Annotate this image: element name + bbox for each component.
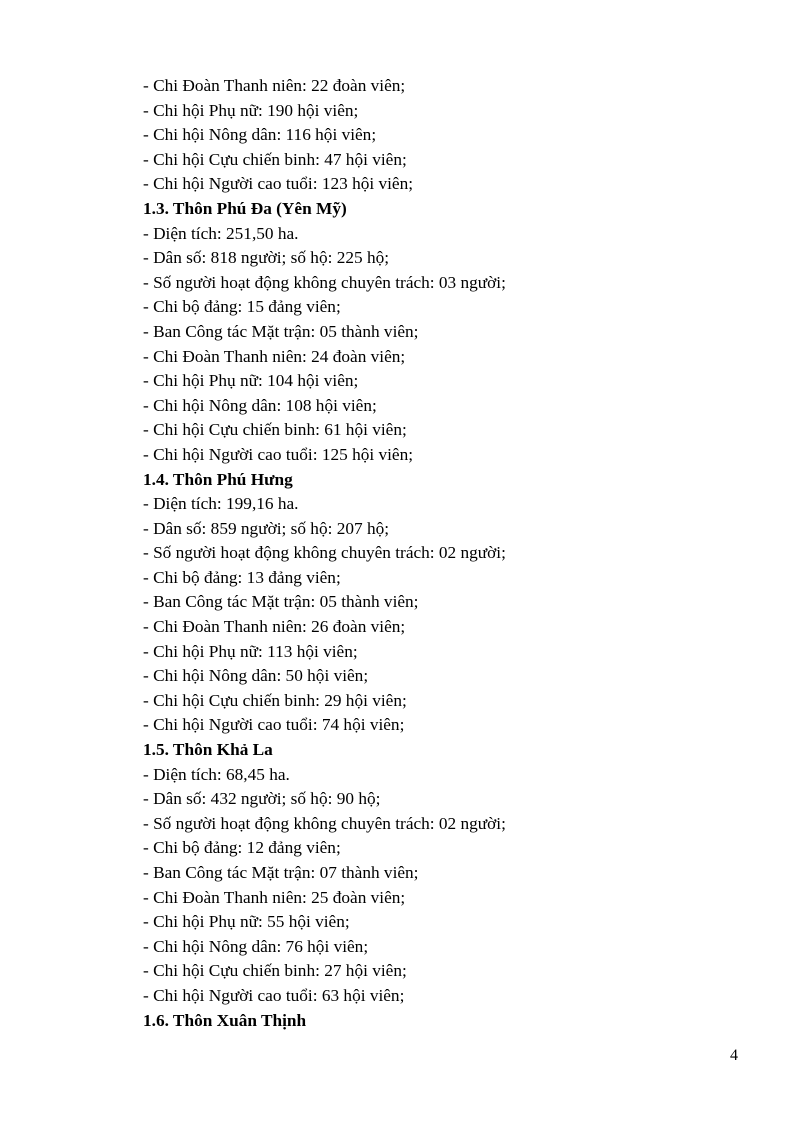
list-item: - Ban Công tác Mặt trận: 05 thành viên;: [143, 592, 419, 612]
list-item: - Chi Đoàn Thanh niên: 26 đoàn viên;: [143, 617, 406, 637]
list-item: - Chi Đoàn Thanh niên: 24 đoàn viên;: [143, 346, 406, 366]
list-item: - Chi hội Cựu chiến binh: 29 hội viên;: [143, 690, 407, 710]
section-heading: 1.5. Thôn Khả La: [143, 740, 273, 760]
list-item: - Ban Công tác Mặt trận: 07 thành viên;: [143, 863, 419, 882]
list-item: - Chi bộ đảng: 15 đảng viên;: [143, 297, 341, 317]
list-item: - Dân số: 859 người; số hộ: 207 hộ;: [143, 518, 390, 538]
section-phu-hung: [143, 468, 743, 739]
list-item: - Diện tích: 68,45 ha.: [143, 764, 290, 784]
list-item: - Chi Đoàn Thanh niên: 22 đoàn viên;: [143, 76, 406, 95]
list-item: - Chi hội Người cao tuổi: 125 hội viên;: [143, 444, 414, 464]
list-item: - Chi hội Cựu chiến binh: 47 hội viên;: [143, 149, 407, 169]
list-item: - Chi hội Cựu chiến binh: 61 hội viên;: [143, 420, 407, 440]
list-item: - Chi bộ đảng: 12 đảng viên;: [143, 838, 341, 858]
list-item: - Số người hoạt động không chuyên trách: 02 người;: [143, 543, 506, 563]
list-item: - Chi hội Người cao tuổi: 74 hội viên;: [143, 715, 405, 735]
page-number: 4: [730, 1047, 738, 1064]
list-item: - Số người hoạt động không chuyên trách: 02 người;: [143, 813, 506, 833]
list-item: - Chi hội Nông dân: 50 hội viên;: [143, 666, 369, 686]
section-phu-da: [143, 197, 743, 468]
section-xuan-thinh: [143, 1009, 743, 1034]
list-item: - Chi hội Người cao tuổi: 123 hội viên;: [143, 174, 414, 194]
list-item: - Chi hội Phụ nữ: 55 hội viên;: [143, 912, 350, 932]
list-item: - Chi Đoàn Thanh niên: 25 đoàn viên;: [143, 887, 406, 907]
list-item: - Chi hội Phụ nữ: 190 hội viên;: [143, 100, 359, 120]
section-kha-la: [143, 738, 743, 1009]
list-item: - Chi hội Nông dân: 108 hội viên;: [143, 395, 377, 415]
section-heading: 1.4. Thôn Phú Hưng: [143, 469, 293, 489]
list-item: - Diện tích: 251,50 ha.: [143, 223, 299, 243]
continued-list: [143, 74, 743, 197]
list-item: - Chi hội Phụ nữ: 104 hội viên;: [143, 371, 359, 391]
list-item: - Chi hội Cựu chiến binh: 27 hội viên;: [143, 961, 407, 981]
list-item: - Chi hội Nông dân: 116 hội viên;: [143, 125, 377, 145]
list-item: - Chi bộ đảng: 13 đảng viên;: [143, 567, 341, 587]
list-item: - Diện tích: 199,16 ha.: [143, 494, 299, 514]
section-heading: 1.3. Thôn Phú Đa (Yên Mỹ): [143, 198, 347, 218]
list-item: - Ban Công tác Mặt trận: 05 thành viên;: [143, 321, 419, 341]
section-heading: 1.6. Thôn Xuân Thịnh: [143, 1010, 307, 1030]
list-item: - Chi hội Người cao tuổi: 63 hội viên;: [143, 985, 405, 1005]
list-item: - Chi hội Nông dân: 76 hội viên;: [143, 936, 369, 956]
list-item: - Dân số: 818 người; số hộ: 225 hộ;: [143, 248, 390, 268]
list-item: - Chi hội Phụ nữ: 113 hội viên;: [143, 641, 358, 661]
list-item: - Dân số: 432 người; số hộ: 90 hộ;: [143, 789, 381, 809]
list-item: - Số người hoạt động không chuyên trách: 03 người;: [143, 272, 506, 292]
document-body: [143, 74, 743, 1033]
